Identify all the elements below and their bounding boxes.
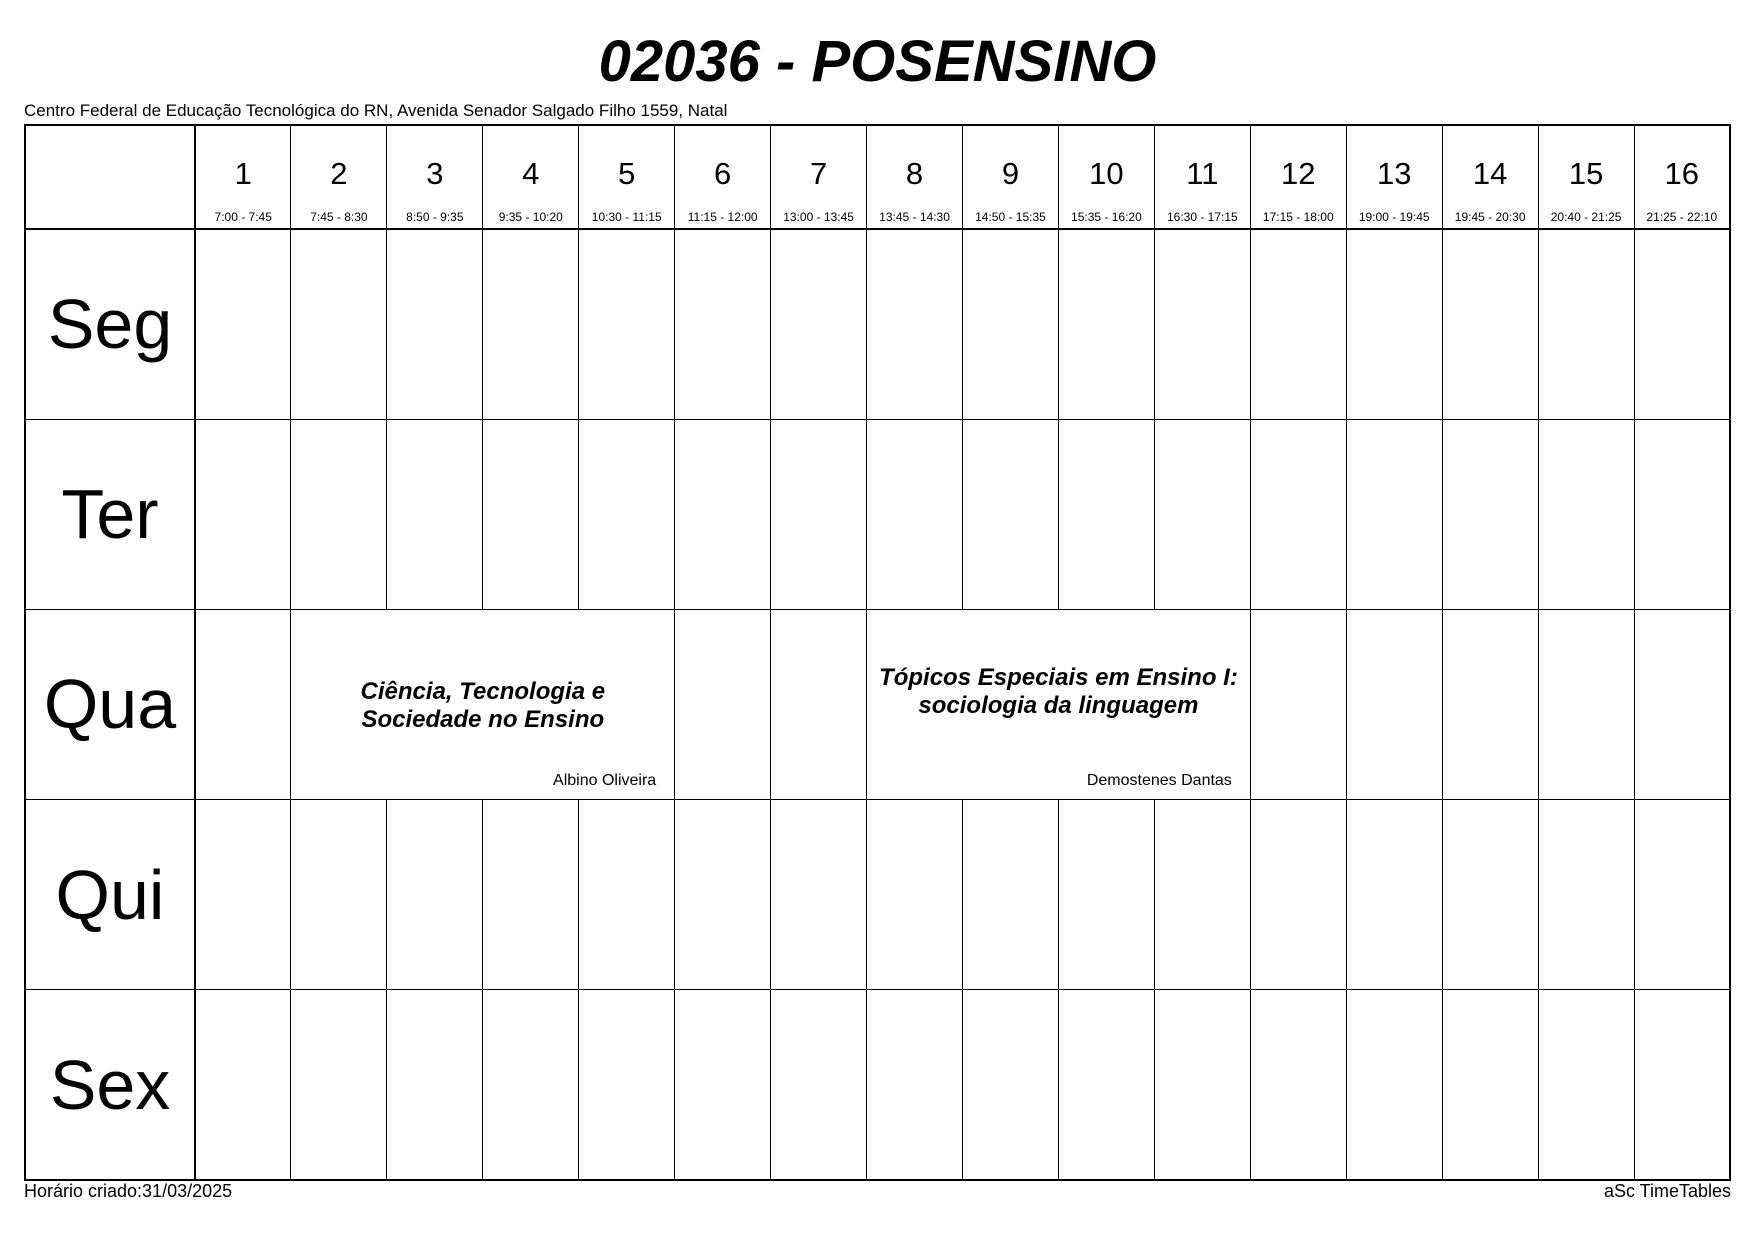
period-header (1442, 125, 1538, 229)
slot-cell (387, 800, 483, 990)
slot-cell (579, 800, 675, 990)
slot-cell (1346, 229, 1442, 419)
slot-cell (291, 990, 387, 1180)
day-label: Qui (25, 800, 195, 990)
period-number: 8 (905, 156, 924, 191)
period-time: 9:35 - 10:20 (498, 210, 563, 224)
slot-cell (1634, 419, 1730, 609)
slot-cell (771, 990, 867, 1180)
period-time: 21:25 - 22:10 (1646, 210, 1718, 224)
slot-cell (771, 800, 867, 990)
period-time: 7:00 - 7:45 (214, 210, 272, 224)
slot-cell (1058, 990, 1154, 1180)
period-number: 16 (1664, 156, 1700, 191)
period-header (1250, 125, 1346, 229)
slot-cell (579, 419, 675, 609)
period-header (1058, 125, 1154, 229)
page-title: 02036 - POSENSINO (598, 29, 1157, 94)
period-time: 20:40 - 21:25 (1550, 210, 1622, 224)
period-header (291, 125, 387, 229)
slot-cell (675, 229, 771, 419)
slot-cell (1154, 800, 1250, 990)
period-time: 10:30 - 11:15 (591, 210, 662, 224)
slot-cell (1346, 419, 1442, 609)
software-credit: aSc TimeTables (1603, 1181, 1731, 1201)
period-time: 8:50 - 9:35 (406, 210, 464, 224)
slot-cell (483, 229, 579, 419)
period-number: 4 (522, 156, 540, 191)
slot-cell (1154, 419, 1250, 609)
slot-cell (867, 419, 963, 609)
period-time: 7:45 - 8:30 (310, 210, 368, 224)
slot-cell (867, 800, 963, 990)
period-header (963, 125, 1059, 229)
lesson-teacher: Albino Oliveira (553, 772, 657, 790)
slot-cell (579, 229, 675, 419)
slot-cell (1250, 419, 1346, 609)
period-number: 11 (1186, 156, 1219, 191)
slot-cell (963, 990, 1059, 1180)
lesson-teacher: Demostenes Dantas (1086, 772, 1232, 790)
school-info: Centro Federal de Educação Tecnológica do RN, Avenida Senador Salgado Filho 1559, Natal (24, 101, 728, 120)
slot-cell (387, 419, 483, 609)
slot-cell (291, 419, 387, 609)
slot-cell (1442, 609, 1538, 799)
period-number: 14 (1472, 156, 1508, 191)
day-row-qui (25, 800, 1730, 990)
period-header (387, 125, 483, 229)
slot-cell (771, 419, 867, 609)
period-time: 17:15 - 18:00 (1262, 210, 1334, 224)
day-row-ter (25, 419, 1730, 609)
slot-cell (1154, 229, 1250, 419)
period-header (1346, 125, 1442, 229)
slot-cell (1154, 990, 1250, 1180)
slot-cell (1250, 990, 1346, 1180)
slot-cell (771, 609, 867, 799)
timetable (24, 124, 1731, 1181)
slot-cell (1250, 229, 1346, 419)
slot-cell (867, 229, 963, 419)
period-number: 5 (618, 156, 636, 191)
period-header (771, 125, 867, 229)
period-number: 9 (1001, 156, 1020, 191)
period-number: 15 (1568, 156, 1604, 191)
period-time: 19:00 - 19:45 (1358, 210, 1430, 224)
slot-cell (1442, 419, 1538, 609)
period-number: 1 (234, 156, 252, 191)
slot-cell (1058, 419, 1154, 609)
slot-cell (1538, 990, 1634, 1180)
day-label: Ter (25, 419, 195, 609)
period-number: 6 (714, 156, 732, 191)
slot-cell (1346, 990, 1442, 1180)
period-time: 16:30 - 17:15 (1166, 210, 1238, 224)
header-corner (25, 125, 195, 229)
slot-cell (195, 800, 291, 990)
slot-cell (483, 419, 579, 609)
period-number: 12 (1281, 156, 1316, 191)
slot-cell (1058, 229, 1154, 419)
slot-cell (1634, 609, 1730, 799)
lesson-subject: Tópicos Especiais em Ensino I: sociologia da linguagem (879, 663, 1238, 719)
period-time: 13:00 - 13:45 (783, 210, 854, 224)
day-row-qua (25, 609, 1730, 799)
period-header (1634, 125, 1730, 229)
slot-cell (579, 990, 675, 1180)
period-number: 13 (1376, 156, 1412, 191)
lesson-subject: Ciência, Tecnologia e Sociedade no Ensino (360, 677, 606, 733)
slot-cell (675, 800, 771, 990)
slot-cell (483, 990, 579, 1180)
slot-cell (1634, 990, 1730, 1180)
slot-cell (771, 229, 867, 419)
period-time: 15:35 - 16:20 (1071, 210, 1142, 224)
slot-cell (1538, 229, 1634, 419)
period-time: 19:45 - 20:30 (1454, 210, 1526, 224)
slot-cell (1058, 800, 1154, 990)
slot-cell (1634, 800, 1730, 990)
slot-cell (483, 800, 579, 990)
day-label: Seg (25, 229, 195, 419)
slot-cell (1538, 419, 1634, 609)
slot-cell (1346, 800, 1442, 990)
lesson-card[interactable] (867, 609, 1251, 799)
slot-cell (675, 990, 771, 1180)
slot-cell (675, 609, 771, 799)
period-number: 2 (330, 156, 348, 191)
slot-cell (291, 229, 387, 419)
period-number: 10 (1089, 156, 1124, 191)
period-time: 11:15 - 12:00 (687, 210, 758, 224)
period-time: 13:45 - 14:30 (879, 210, 950, 224)
period-header (867, 125, 963, 229)
slot-cell (387, 229, 483, 419)
slot-cell (1442, 229, 1538, 419)
created-date: Horário criado:31/03/2025 (24, 1181, 233, 1201)
slot-cell (1538, 800, 1634, 990)
period-number: 7 (809, 156, 828, 191)
slot-cell (963, 229, 1059, 419)
slot-cell (963, 419, 1059, 609)
slot-cell (195, 609, 291, 799)
period-header (675, 125, 771, 229)
slot-cell (387, 990, 483, 1180)
slot-cell (1442, 800, 1538, 990)
period-header (1538, 125, 1634, 229)
slot-cell (1250, 800, 1346, 990)
period-header (195, 125, 291, 229)
slot-cell (675, 419, 771, 609)
period-time: 14:50 - 15:35 (975, 210, 1046, 224)
period-number: 3 (426, 156, 444, 191)
lesson-card[interactable] (291, 609, 675, 799)
slot-cell (1538, 609, 1634, 799)
period-header (1154, 125, 1250, 229)
slot-cell (1346, 609, 1442, 799)
slot-cell (867, 990, 963, 1180)
day-row-sex (25, 990, 1730, 1180)
slot-cell (1442, 990, 1538, 1180)
slot-cell (291, 800, 387, 990)
period-header (579, 125, 675, 229)
period-header-row (25, 125, 1730, 229)
day-label: Qua (25, 609, 195, 799)
slot-cell (195, 229, 291, 419)
period-header (483, 125, 579, 229)
slot-cell (1634, 229, 1730, 419)
day-row-seg (25, 229, 1730, 419)
slot-cell (195, 990, 291, 1180)
slot-cell (1250, 609, 1346, 799)
slot-cell (195, 419, 291, 609)
slot-cell (963, 800, 1059, 990)
day-label: Sex (25, 990, 195, 1180)
